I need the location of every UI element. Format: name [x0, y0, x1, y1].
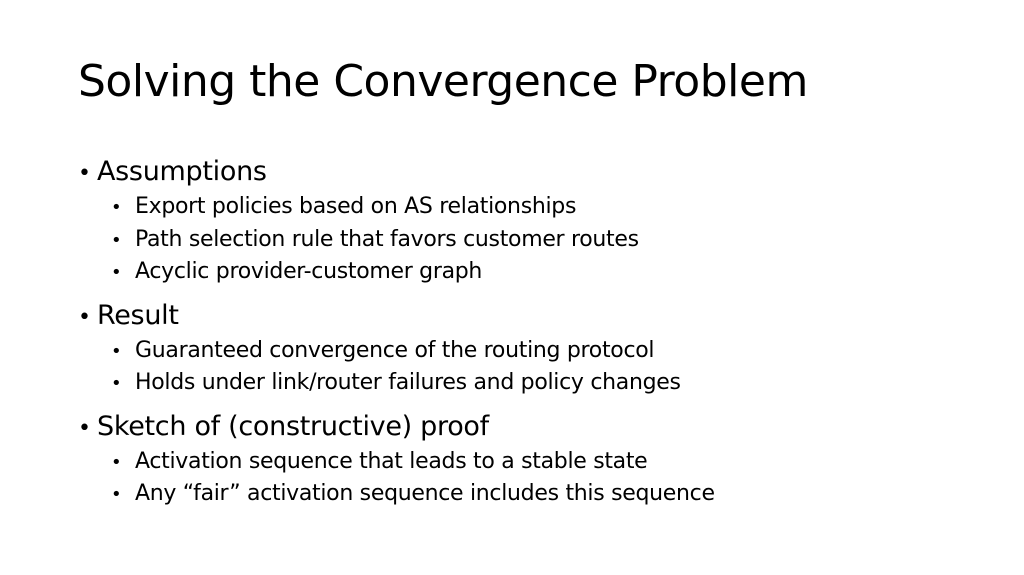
sub-bullet-text: Activation sequence that leads to a stable state: [135, 448, 648, 474]
bullet-item: [78, 408, 978, 446]
sub-bullet-item: [78, 478, 978, 511]
bullet-icon: •: [111, 451, 122, 473]
bullet-icon: •: [78, 415, 91, 441]
sub-bullet-item: [78, 191, 978, 224]
bullet-icon: •: [111, 373, 122, 394]
bullet-icon: •: [78, 304, 91, 330]
section-proof-sketch: [78, 408, 978, 511]
bullet-item: [78, 153, 978, 191]
sub-bullet-item: [78, 224, 978, 257]
sub-bullet-text: Export policies based on AS relationships: [135, 194, 577, 219]
sub-bullet-text: Holds under link/router failures and policy changes: [135, 370, 681, 395]
section-heading: Result: [97, 299, 179, 331]
section-heading: Assumptions: [97, 156, 267, 187]
sub-bullet-item: [78, 256, 978, 289]
bullet-icon: •: [111, 229, 122, 251]
sub-bullet-text: Any “fair” activation sequence includes this sequence: [135, 481, 715, 506]
section-assumptions: [78, 153, 978, 289]
slide-title: Solving the Convergence Problem: [78, 56, 808, 107]
bullet-item: [78, 297, 978, 335]
sub-bullet-item: [78, 446, 978, 479]
bullet-icon: •: [111, 197, 122, 218]
section-result: [78, 297, 978, 400]
sub-bullet-text: Path selection rule that favors customer routes: [135, 226, 639, 252]
sub-bullet-item: [78, 335, 978, 368]
bullet-icon: •: [111, 262, 122, 283]
bullet-icon: •: [111, 340, 122, 362]
sub-bullet-item: [78, 367, 978, 400]
bullet-list: [78, 153, 978, 511]
bullet-icon: •: [78, 161, 91, 186]
section-heading: Sketch of (constructive) proof: [97, 410, 489, 442]
sub-bullet-text: Guaranteed convergence of the routing protocol: [135, 337, 655, 363]
bullet-icon: •: [111, 484, 122, 505]
sub-bullet-text: Acyclic provider-customer graph: [135, 259, 483, 284]
